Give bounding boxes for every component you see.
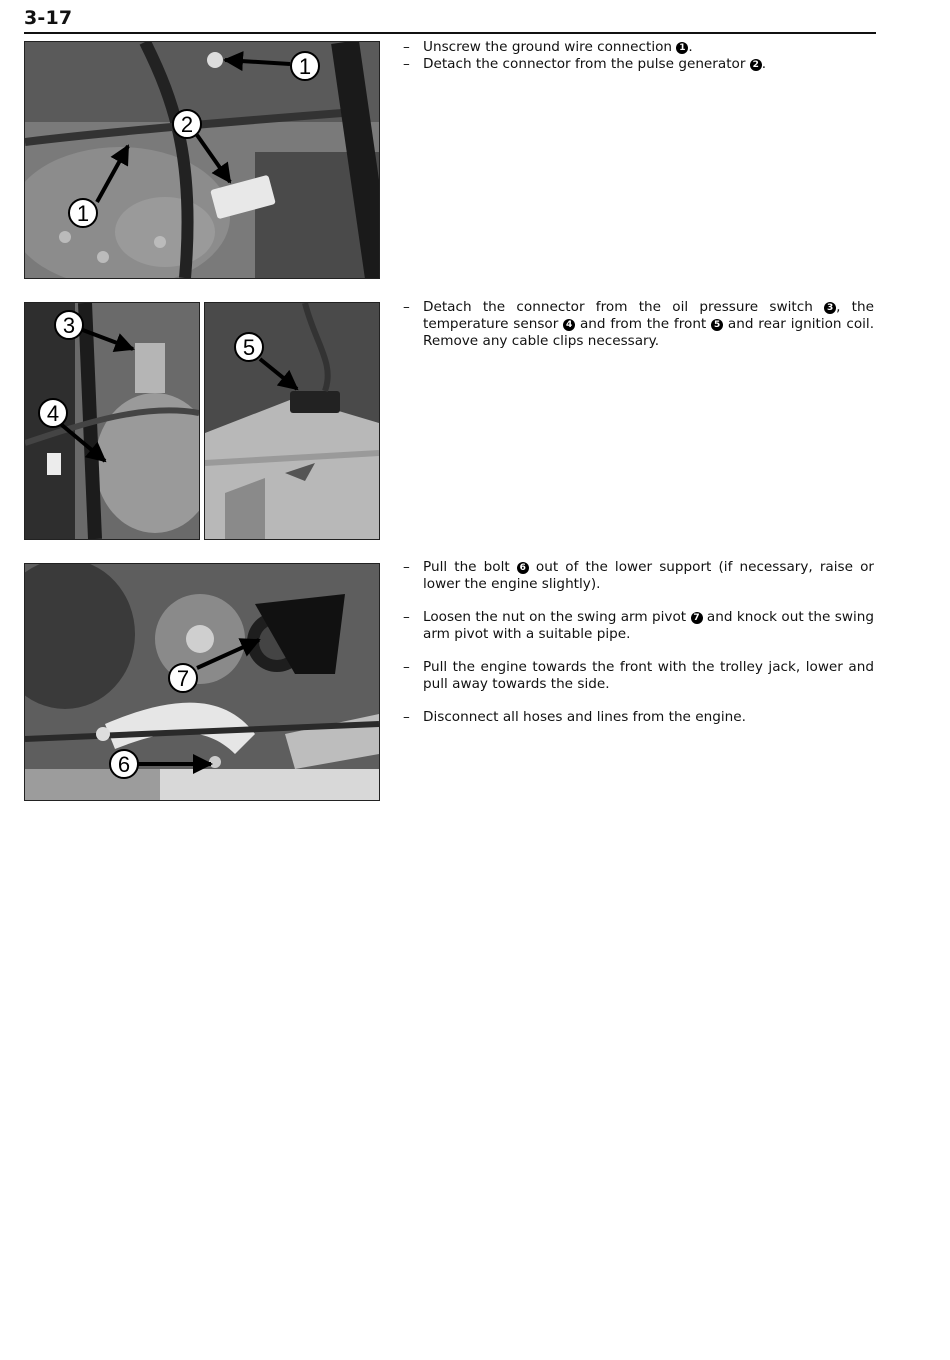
callout-1-top [291, 52, 319, 80]
ref-badge-2: 2 [750, 59, 762, 71]
step-swing-arm-pivot: – Loosen the nut on the swing arm pivot 7 and knock out the swing arm pivot with a suitable pipe. [403, 609, 875, 642]
step-oil-pressure-connectors: – Detach the connector from the oil pressure switch 3 , the temperature sensor 4 and from the front 5 and rear ignition coil. Remove any cable clips necessary. [403, 299, 875, 349]
page-number: 3-17 [24, 7, 73, 29]
ref-badge-6: 6 [517, 562, 529, 574]
svg-text:4: 4 [46, 401, 60, 426]
step-pull-engine: – Pull the engine towards the front with the trolley jack, lower and pull away towards the side. [403, 659, 874, 692]
svg-text:5: 5 [242, 335, 256, 360]
step-pull-bolt: – Pull the bolt 6 out of the lower support (if necessary, raise or lower the engine slightly). [403, 559, 874, 592]
ref-badge-3: 3 [824, 302, 836, 314]
svg-text:1: 1 [76, 201, 90, 226]
callout-6 [110, 750, 138, 778]
photo-ignition-coil [204, 302, 380, 540]
svg-text:7: 7 [176, 666, 190, 691]
step-ground-wire: – Unscrew the ground wire connection 1 . [403, 39, 693, 55]
svg-text:2: 2 [180, 112, 194, 137]
ref-badge-4: 4 [563, 319, 575, 331]
photo-ground-wire-pulse-generator [24, 41, 380, 279]
instructions-section-1 [403, 39, 874, 73]
svg-text:1: 1 [298, 54, 312, 79]
step-pulse-generator: – Detach the connector from the pulse generator 2 . [403, 56, 767, 72]
photo-oil-pressure-temperature [24, 302, 200, 540]
svg-text:6: 6 [117, 752, 131, 777]
instructions-section-3 [403, 559, 874, 726]
header-rule [24, 32, 876, 34]
ref-badge-7: 7 [691, 612, 703, 624]
callout-7 [169, 664, 197, 692]
callout-2 [173, 110, 201, 138]
callout-4 [39, 399, 67, 427]
callout-5 [235, 333, 263, 361]
ref-badge-5: 5 [711, 319, 723, 331]
svg-text:3: 3 [62, 313, 76, 338]
callout-3 [55, 311, 83, 339]
callout-1-bottom [69, 199, 97, 227]
instructions-section-2 [403, 299, 874, 350]
step-disconnect-hoses: – Disconnect all hoses and lines from the engine. [403, 709, 746, 725]
photo-swing-arm-bolt [24, 563, 380, 801]
ref-badge-1: 1 [676, 42, 688, 54]
